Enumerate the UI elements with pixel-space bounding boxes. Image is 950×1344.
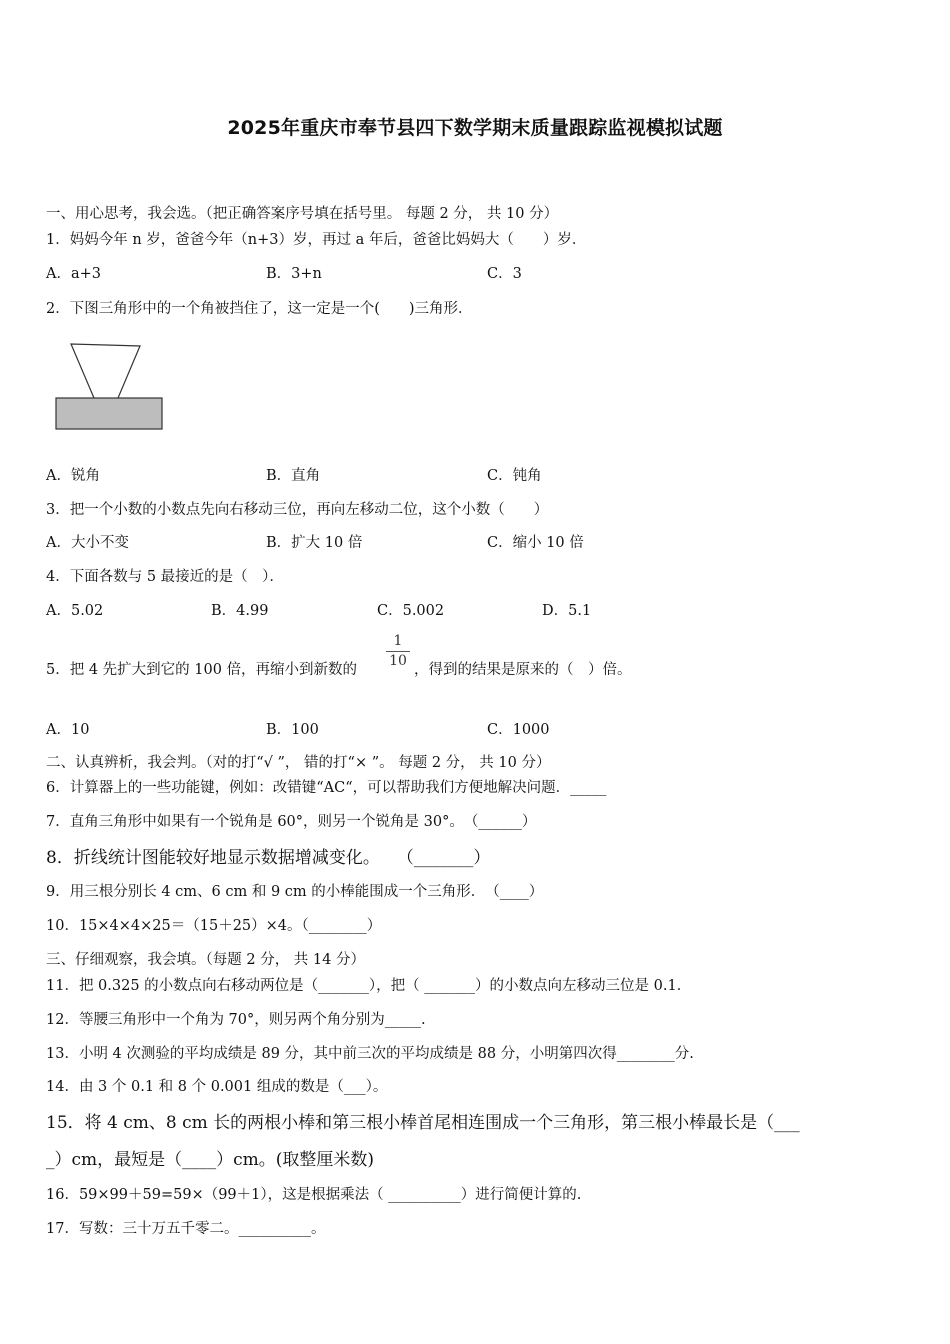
- fraction-one-tenth: [386, 632, 410, 671]
- q4-option-d: D．5.1: [542, 603, 592, 619]
- fraction-denominator: 10: [386, 651, 410, 671]
- question-4: 4．下面各数与 5 最接近的是（ ）．: [46, 569, 284, 585]
- q2-option-b: B．直角: [266, 468, 321, 484]
- q5-option-b: B．100: [266, 722, 319, 738]
- fraction-numerator: 1: [393, 633, 403, 649]
- q3-option-b: B．扩大 10 倍: [266, 535, 363, 551]
- question-1: 1．妈妈今年 n 岁，爸爸今年（n+3）岁，再过 a 年后，爸爸比妈妈大（ ）岁．: [46, 232, 587, 248]
- question-15-line-1: 15．将 4 cm、8 cm 长的两根小棒和第三根小棒首尾相连围成一个三角形，第三根小棒最长是（___: [46, 1113, 800, 1133]
- q1-option-c: C．3: [487, 266, 522, 282]
- q1-option-b: B．3+n: [266, 266, 322, 282]
- triangle-figure: [54, 340, 166, 434]
- question-5-part-1: 5．把 4 先扩大到它的 100 倍，再缩小到新数的: [46, 662, 358, 678]
- q5-option-c: C．1000: [487, 722, 550, 738]
- q2-option-c: C．钝角: [487, 468, 542, 484]
- q4-option-a: A．5.02: [46, 603, 104, 619]
- q3-option-c: C．缩小 10 倍: [487, 535, 584, 551]
- question-9: 9．用三根分别长 4 cm、6 cm 和 9 cm 的小棒能围成一个三角形． （____）: [46, 884, 544, 900]
- q4-option-c: C．5.002: [377, 603, 445, 619]
- question-7: 7．直角三角形中如果有一个锐角是 60°，则另一个锐角是 30°。 （______）: [46, 814, 537, 830]
- question-17: 17．写数：三十万五千零二。__________。: [46, 1221, 326, 1237]
- question-12: 12．等腰三角形中一个角为 70°，则另两个角分别为_____.: [46, 1012, 426, 1028]
- triangle-sides: [71, 344, 140, 398]
- section-3-heading: 三、仔细观察，我会填。（每题 2 分， 共 14 分）: [46, 952, 365, 968]
- question-13: 13．小明 4 次测验的平均成绩是 89 分，其中前三次的平均成绩是 88 分，小明第四次得________分.: [46, 1046, 694, 1062]
- q2-option-a: A．锐角: [46, 468, 100, 484]
- section-2-heading: 二、认真辨析，我会判。（对的打“√ ”， 错的打“× ”。 每题 2 分， 共 10 分）: [46, 755, 551, 771]
- question-15-line-2: _）cm，最短是（____）cm。(取整厘米数): [46, 1150, 375, 1170]
- question-3: 3．把一个小数的小数点先向右移动三位，再向左移动二位，这个小数（ ）: [46, 502, 549, 518]
- question-5-part-2: ，得到的结果是原来的（ ）倍。: [414, 662, 632, 678]
- q3-option-a: A．大小不变: [46, 535, 129, 551]
- q4-option-b: B．4.99: [211, 603, 269, 619]
- q1-option-a: A．a+3: [46, 266, 101, 282]
- question-8: 8．折线统计图能较好地显示数据增减变化。 （_______）: [46, 848, 491, 868]
- question-16: 16．59×99＋59=59×（99＋1），这是根据乘法（ __________）进行简便计算的.: [46, 1187, 582, 1203]
- page-title: 2025年重庆市奉节县四下数学期末质量跟踪监视模拟试题: [227, 117, 723, 139]
- covering-rectangle: [56, 398, 162, 429]
- question-2: 2．下图三角形中的一个角被挡住了，这一定是一个( )三角形．: [46, 301, 473, 317]
- question-11: 11．把 0.325 的小数点向右移动两位是（_______），把（ _______）的小数点向左移动三位是 0.1．: [46, 978, 692, 994]
- q5-option-a: A．10: [46, 722, 90, 738]
- question-6: 6．计算器上的一些功能键，例如：改错键“AC“，可以帮助我们方便地解决问题．_____: [46, 780, 607, 796]
- question-10: 10．15×4×4×25＝（15＋25）×4。（________）: [46, 918, 382, 934]
- question-14: 14．由 3 个 0.1 和 8 个 0.001 组成的数是（___）。: [46, 1079, 388, 1095]
- section-1-heading: 一、用心思考，我会选。（把正确答案序号填在括号里。 每题 2 分， 共 10 分）: [46, 206, 559, 222]
